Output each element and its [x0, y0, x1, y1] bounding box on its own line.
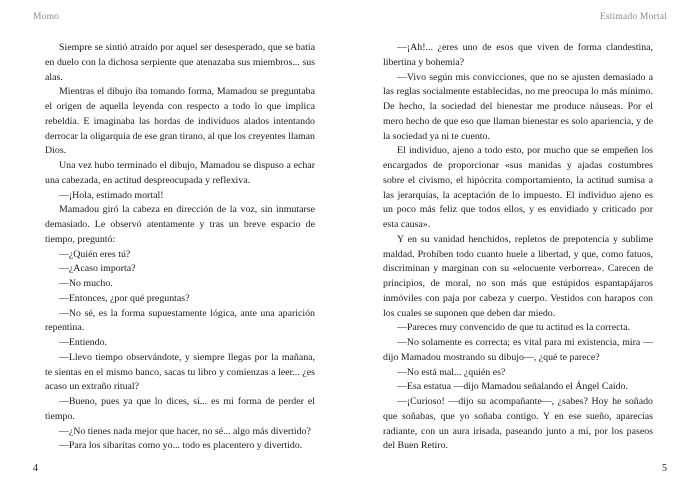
paragraph: —¡Curioso! —dijo su acompañante—, ¿sabes? Hoy he soñado que soñabas, que yo soñaba contigo. Y en ese sueño, aparecías radiante, con un aura irisada, paseando junto a mí, por los paseos del Buen Retiro.: [383, 396, 653, 452]
paragraph: —¿No tienes nada mejor que hacer, no sé... algo más divertido?: [59, 425, 311, 437]
paragraph: —¡Ah!... ¿eres uno de esos que viven de forma clandestina, libertina y bohemia?: [383, 42, 653, 68]
paragraph: —¡Hola, estimado mortal!: [59, 189, 164, 201]
paragraph: —¿Quién eres tú?: [59, 248, 131, 260]
paragraph: —Bueno, pues ya que lo dices, sí... es mi forma de perder el tiempo.: [45, 396, 315, 422]
paragraph: Siempre se sintió atraído por aquel ser desesperado, que se batía en duelo con la dichosa serpiente que atenazaba sus miembros... sus alas.: [45, 42, 315, 83]
paragraph: El individuo, ajeno a todo esto, por mucho que se empeñen los encargados de proporcionar «sus manidas y ajadas costumbres sobre el civismo, el hipócrita comportamiento, la actitud sumisa a las jerarquías, la aceptación de lo impuesto. El individuo ajeno es un poco más feliz que todos ellos, y es envidiado y criticado por esta causa».: [383, 145, 653, 230]
paragraph: Y en su vanidad henchidos, repletos de prepotencia y sublime maldad. Prohíben todo cuanto huele a libertad, y que, como fatuos, discriminan y marginan con su «elocuente verborrea». Carecen de principios, de moral, no son más que estúpidos espantapájaros inmóviles con paja por cabeza y cuerpo. Vestidos con harapos con los cuales se suponen que deben dar miedo.: [383, 233, 653, 319]
left-page-body: [45, 41, 315, 454]
paragraph: Mientras el dibujo iba tomando forma, Mamadou se preguntaba el origen de aquella leyenda con respecto a todo lo que implica rebeldía. E imaginaba las hordas de individuos alados intentando derrocar la oligarquía de ese gran tirano, al que los creyentes llaman Dios.: [45, 86, 315, 157]
paragraph: —No mucho.: [59, 278, 113, 289]
paragraph: —¿Acaso importa?: [59, 263, 136, 275]
running-head-left: Momo: [33, 12, 60, 22]
paragraph: —Pareces muy convencido de que tu actitud es la correcta.: [397, 322, 631, 334]
paragraph: —No está mal... ¿quién es?: [397, 366, 506, 378]
paragraph: Mamadou giró la cabeza en dirección de la voz, sin inmutarse demasiado. Le observó atentamente y tras un breve espacio de tiempo, preguntó:: [45, 204, 315, 245]
paragraph: Una vez hubo terminado el dibujo, Mamadou se dispuso a echar una cabezada, en actitud despreocupada y reflexiva.: [45, 160, 315, 186]
page-number-right: 5: [662, 463, 667, 474]
paragraph: —Llevo tiempo observándote, y siempre llegas por la mañana, te sientas en el mismo banco, sacas tu libro y comienzas a leer... ¿es acaso un extraño ritual?: [45, 351, 315, 393]
paragraph: —Vivo según mis convicciones, que no se ajusten demasiado a las reglas socialmente establecidas, no me preocupa lo más mínimo. De hecho, la sociedad del bienestar me produce náuseas. Por el mero hecho de que eso que llaman bienestar es solo apariencia, y de la sociedad ya ni te cuento.: [383, 71, 653, 142]
paragraph: —Para los sibaritas como yo... todo es placentero y divertido.: [59, 440, 303, 452]
paragraph: —No sé, es la forma supuestamente lógica, ante una aparición repentina.: [45, 307, 315, 334]
right-page: [350, 0, 700, 500]
paragraph: —No solamente es correcta; es vital para mi existencia, mira —dijo Mamadou mostrando su dibujo—, ¿qué te parece?: [383, 337, 653, 363]
running-head-right: Estimado Mortal: [599, 12, 667, 22]
paragraph: —Entonces, ¿por qué preguntas?: [59, 292, 190, 304]
paragraph: —Entiendo.: [59, 337, 107, 348]
paragraph: —Esa estatua —dijo Mamadou señalando el Ángel Caído.: [397, 381, 628, 393]
right-page-body: [383, 41, 653, 454]
page-number-left: 4: [33, 463, 38, 474]
